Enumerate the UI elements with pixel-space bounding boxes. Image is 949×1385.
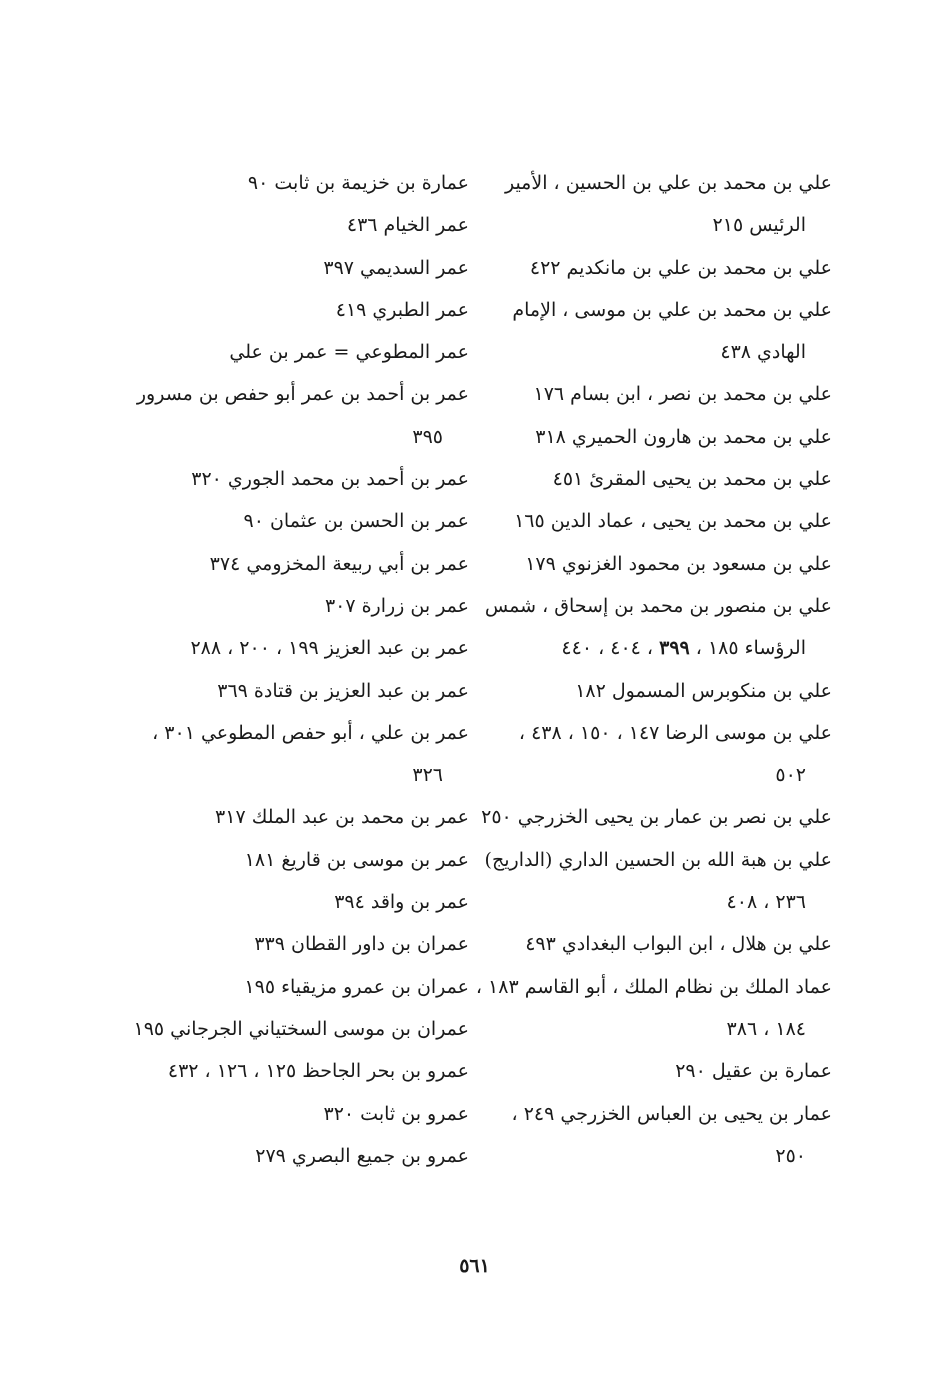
index-entry: عمر بن زرارة ٣٠٧ (324, 594, 469, 617)
index-entry: عمر بن الحسن بن عثمان ٩٠ (243, 510, 469, 533)
index-entry: علي بن نصر بن عمار بن يحيى الخزرجي ٢٥٠ (481, 806, 832, 829)
index-entry: عمر بن علي ، أبو حفص المطوعي ٣٠١ ، ٣٢٦ (152, 721, 469, 787)
bold-page-reference: ٣٩٩ (659, 637, 690, 660)
index-entry: عمار بن يحيى بن العباس الخزرجي ٢٤٩ ، ٢٥٠ (511, 1102, 832, 1167)
index-entry: عمر الخيام ٤٣٦ (346, 214, 469, 237)
index-entry: عمر المطوعي = عمر بن علي (229, 341, 469, 364)
index-entry: عمرو بن ثابت ٣٢٠ (323, 1102, 469, 1125)
index-entry: عمران بن موسى السختياني الجرجاني ١٩٥ (133, 1017, 469, 1040)
index-entry: عمر بن أحمد بن محمد الجوري ٣٢٠ (191, 468, 469, 491)
index-entry: علي بن منصور بن محمد بن إسحاق ، شمس الرؤساء ١٨٥ ، ٣٩٩ ، ٤٠٤ ، ٤٤٠ (484, 594, 832, 660)
index-entry: عمارة بن عقيل ٢٩٠ (675, 1060, 832, 1083)
index-entry: علي بن منكوبرس المسمول ١٨٢ (575, 679, 832, 702)
index-column-right (475, 162, 832, 1177)
index-entry: عمارة بن خزيمة بن ثابت ٩٠ (247, 172, 469, 194)
index-column-left (104, 162, 469, 1177)
page-number: ٥٦١ (459, 1255, 490, 1277)
index-entry: علي بن محمد بن علي بن الحسين ، الأمير الرئيس ٢١٥ (504, 172, 832, 237)
index-entry: عمر الطبري ٤١٩ (335, 298, 469, 321)
index-entry: عمران بن عمرو مزيقياء ١٩٥ (244, 975, 469, 998)
index-entry: عمران بن داور القطان ٣٣٩ (254, 933, 469, 956)
index-entry: علي بن محمد بن هارون الحميري ٣١٨ (535, 425, 832, 448)
index-entry: عمر بن موسى بن قاريغ ١٨١ (244, 848, 469, 871)
index-entry: علي بن هبة الله بن الحسين الداري (الداريج) ٢٣٦ ، ٤٠٨ (484, 848, 832, 914)
index-entry: عمر بن واقد ٣٩٤ (334, 891, 469, 914)
index-entry: عمرو بن جميع البصري ٢٧٩ (255, 1144, 469, 1167)
index-entry: عمرو بن بحر الجاحظ ١٢٥ ، ١٢٦ ، ٤٣٢ (167, 1060, 469, 1083)
index-entry: عمر بن أحمد بن عمر أبو حفص بن مسرور ٣٩٥ (136, 383, 469, 448)
index-entry: علي بن محمد بن علي بن مانكديم ٤٢٢ (529, 256, 832, 279)
index-entry: عمر بن عبد العزيز بن قتادة ٣٦٩ (217, 679, 469, 702)
index-entry: عمر بن محمد بن عبد الملك ٣١٧ (215, 806, 469, 829)
index-entry: علي بن محمد بن علي بن موسى ، الإمام الهادي ٤٣٨ (512, 298, 832, 364)
index-entry: علي بن موسى الرضا ١٤٧ ، ١٥٠ ، ٤٣٨ ، ٥٠٢ (518, 721, 832, 787)
index-entry: علي بن محمد بن يحيى المقرئ ٤٥١ (552, 468, 832, 491)
index-entry: علي بن محمد بن يحيى ، عماد الدين ١٦٥ (514, 510, 832, 533)
index-entry: عمر بن أبي ربيعة المخزومي ٣٧٤ (209, 552, 469, 575)
index-entry: علي بن هلال ، ابن البواب البغدادي ٤٩٣ (525, 933, 832, 956)
index-entry: علي بن محمد بن نصر ، ابن بسام ١٧٦ (533, 383, 832, 406)
index-entry: عمر بن عبد العزيز ١٩٩ ، ٢٠٠ ، ٢٨٨ (190, 637, 469, 660)
index-entry: علي بن مسعود بن محمود الغزنوي ١٧٩ (525, 552, 832, 575)
index-entry: عمر السديمي ٣٩٧ (323, 256, 469, 279)
index-entry: عماد الملك بن نظام الملك ، أبو القاسم ١٨٣ ، ١٨٤ ، ٣٨٦ (475, 975, 832, 1040)
